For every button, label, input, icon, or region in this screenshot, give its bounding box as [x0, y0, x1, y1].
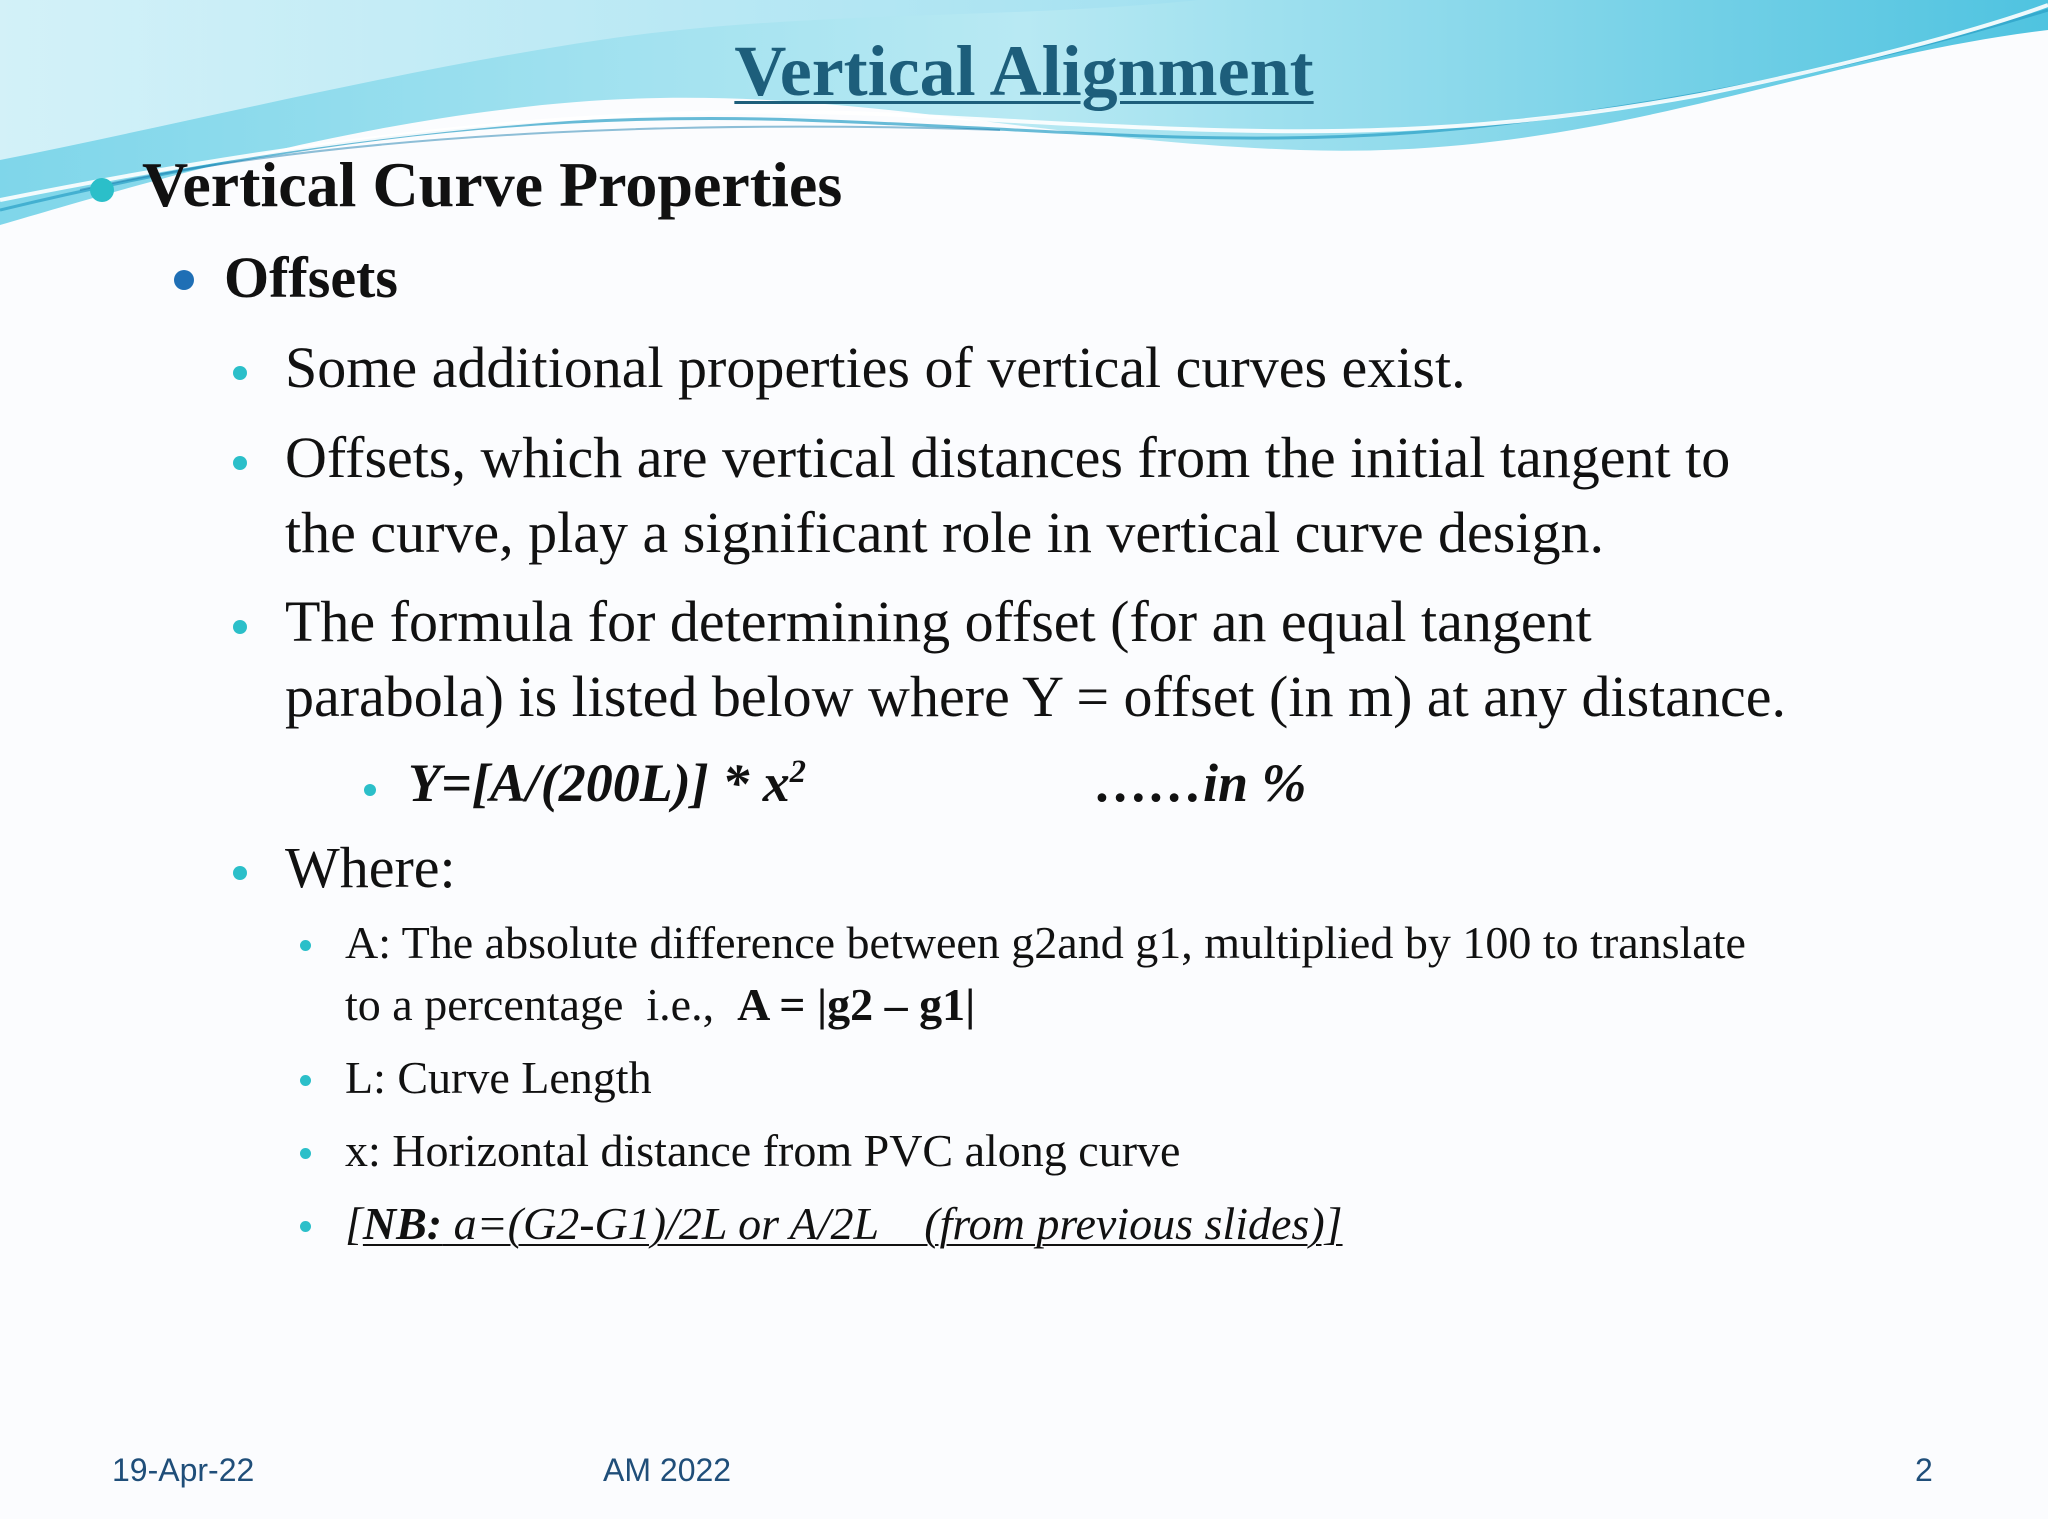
teal-bullet-icon [364, 784, 376, 796]
formula-unit-note: ……in % [1095, 753, 1307, 813]
teal-bullet-icon [300, 940, 311, 951]
subheading-offsets: Offsets [224, 245, 398, 310]
footer-date: 19-Apr-22 [112, 1452, 255, 1488]
offset-formula [408, 752, 806, 814]
a-equation: A = |g2 – g1| [737, 979, 976, 1030]
footer-page-number: 2 [1915, 1452, 1933, 1488]
teal-bullet-icon [300, 1148, 311, 1159]
teal-bullet-icon [90, 178, 114, 202]
bullet-additional-properties: Some additional properties of vertical curves exist. [285, 335, 1466, 400]
teal-bullet-icon [300, 1221, 311, 1232]
definition-a-line-2: to a percentage i.e., A = |g2 – g1| [345, 979, 976, 1030]
blue-bullet-icon [174, 270, 194, 290]
teal-bullet-icon [233, 366, 247, 380]
teal-bullet-icon [233, 866, 247, 880]
definition-a [345, 912, 1746, 1036]
bullet-offsets-line-1: Offsets, which are vertical distances from the initial tangent to [285, 425, 1731, 490]
teal-bullet-icon [300, 1075, 311, 1086]
nb-label: NB: [362, 1198, 443, 1249]
formula-expression: Y=[A/(200L)] * x [408, 753, 790, 813]
heading-vertical-curve-properties: Vertical Curve Properties [142, 149, 843, 220]
slide-title: Vertical Alignment [734, 31, 1314, 111]
footer-author: AM 2022 [603, 1452, 732, 1488]
teal-bullet-icon [233, 456, 247, 470]
formula-exponent: 2 [789, 754, 806, 790]
bullet-offsets-definition [285, 420, 1730, 570]
definition-l: L: Curve Length [345, 1052, 652, 1103]
teal-bullet-icon [233, 620, 247, 634]
nb-note: [NB: a=(G2-G1)/2L or A/2L (from previous slides)] [345, 1198, 1343, 1249]
bullet-formula-line-1: The formula for determining offset (for an equal tangent [285, 589, 1592, 654]
where-label: Where: [285, 835, 456, 900]
bullet-offsets-line-2: the curve, play a significant role in vertical curve design. [285, 500, 1604, 565]
bullet-formula-description [285, 584, 1786, 734]
definition-a-line-1: A: The absolute difference between g2and g1, multiplied by 100 to translate [345, 917, 1746, 968]
bullet-formula-line-2: parabola) is listed below where Y = offset (in m) at any distance. [285, 664, 1787, 729]
definition-x: x: Horizontal distance from PVC along curve [345, 1125, 1181, 1176]
